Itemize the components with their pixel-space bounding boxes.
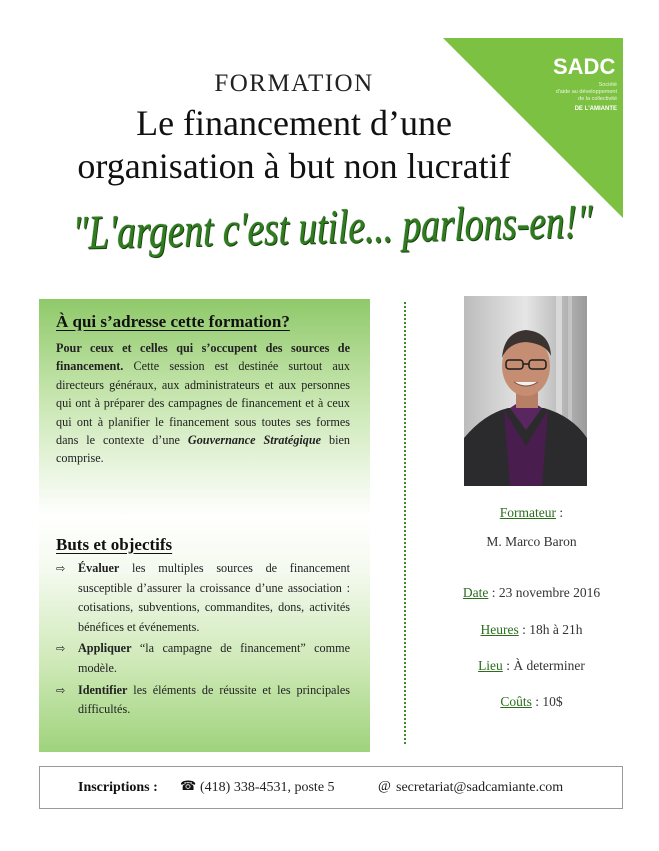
goal-verb: Identifier <box>78 682 128 697</box>
goal-text: les multiples sources de financement susceptible d’assurer la croissance d’une association : cotisations, subventions, commandites, dons, activités bénéfices et événements. <box>78 561 350 634</box>
goal-verb: Évaluer <box>78 561 120 575</box>
arrow-right-icon: ⇨ <box>56 642 66 656</box>
slogan: "L'argent c'est utile... parlons-en!" <box>72 195 594 260</box>
trainer-name: M. Marco Baron <box>486 534 577 549</box>
audience-lead: Pour ceux et celles qui s’occupent des sources de financement. <box>56 341 350 374</box>
hours-line <box>404 622 659 638</box>
logo-tagline-1: Société <box>598 82 617 88</box>
goal-text: les éléments de réussite et les principales difficultés. <box>78 682 350 717</box>
date-line <box>404 585 659 601</box>
hours-label: Heures <box>480 622 519 637</box>
trainer-photo <box>464 296 587 486</box>
goal-text: “la campagne de financement” comme modèle. <box>78 641 350 675</box>
hours-value: : 18h à 21h <box>518 622 583 637</box>
audience-paragraph <box>56 339 350 468</box>
registration-label: Inscriptions : <box>78 780 158 795</box>
goal-item <box>56 681 350 720</box>
goal-verb: Appliquer <box>78 641 132 656</box>
logo-tagline <box>527 82 617 103</box>
trainer-label: Formateur <box>499 505 557 520</box>
logo-tagline-2: d'aide au développement <box>555 89 617 95</box>
audience-heading: À qui s’adresse cette formation? <box>56 312 290 331</box>
title-line-2: organisation à but non lucratif <box>77 146 511 186</box>
title-line-1: Le financement d’une <box>136 103 452 143</box>
phone-icon: ☎ <box>180 779 197 794</box>
goal-item <box>56 639 350 678</box>
email-icon: @ <box>378 779 391 794</box>
goal-item <box>56 559 350 637</box>
cost-label: Coûts <box>500 694 532 709</box>
audience-tail: bien comprise. <box>56 433 351 466</box>
arrow-right-icon: ⇨ <box>56 562 66 575</box>
audience-emphasis: Gouvernance Stratégique <box>187 433 322 448</box>
email-address[interactable]: secretariat@sadcamiante.com <box>396 780 564 795</box>
phone-number[interactable]: (418) 338-4531, poste 5 <box>200 780 335 795</box>
column-divider <box>404 302 406 744</box>
training-kicker: FORMATION <box>214 70 374 97</box>
cost-line <box>404 694 659 710</box>
place-line <box>404 658 659 674</box>
logo-name: SADC <box>553 54 616 79</box>
place-value: : À determiner <box>502 658 585 673</box>
goals-list <box>56 559 350 722</box>
cost-value: : 10$ <box>531 694 563 709</box>
trainer-sep: : <box>556 505 564 520</box>
goals-heading: Buts et objectifs <box>56 535 173 554</box>
logo-tagline-3: de la collectivité <box>578 96 617 102</box>
date-label: Date <box>462 585 489 600</box>
audience-body: Cette session est destinée surtout aux directeurs généraux, aux administrateurs et aux personnes qui ont à préparer des campagnes de financement et à ceux qui ont à planifier le financement sous toutes ses formes dans le contexte d’une <box>56 359 350 448</box>
place-label: Lieu <box>478 658 503 673</box>
trainer-line <box>404 505 659 521</box>
date-value: : 23 novembre 2016 <box>488 585 601 600</box>
logo-region: DE L'AMIANTE <box>574 106 617 112</box>
arrow-right-icon: ⇨ <box>56 683 66 697</box>
